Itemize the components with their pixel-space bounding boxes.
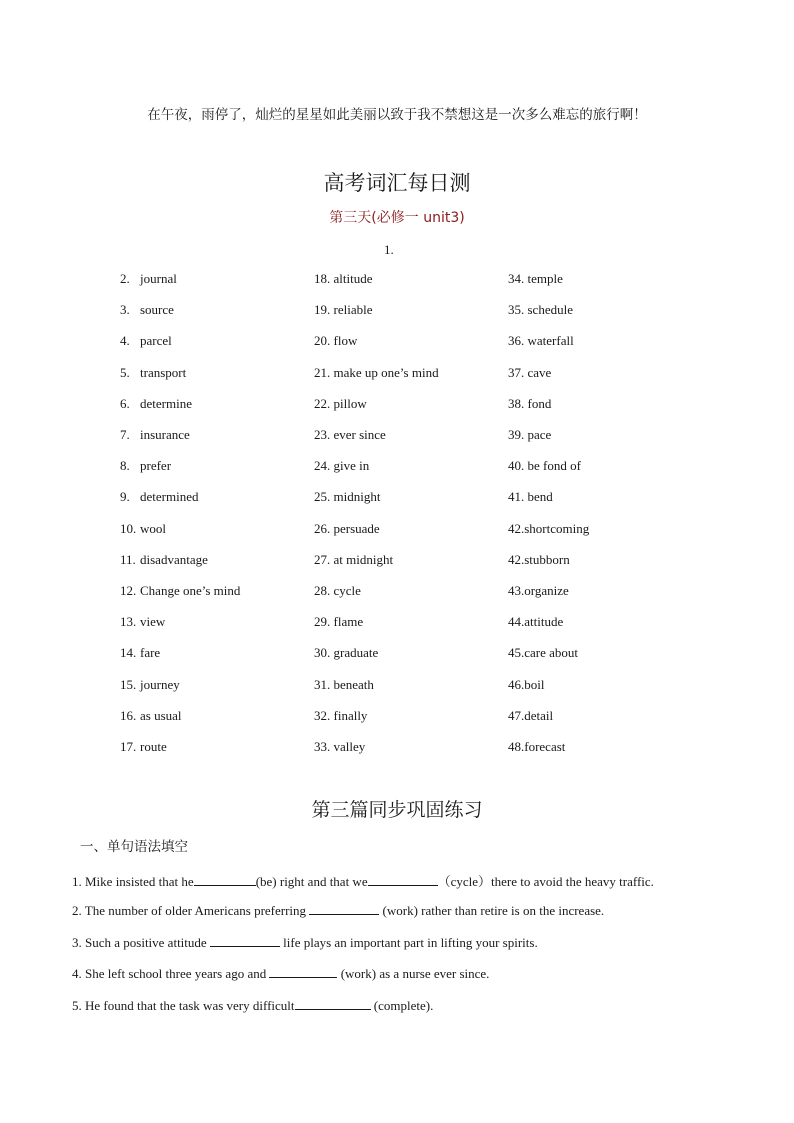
vocab-word: prefer (140, 458, 172, 474)
vocab-word: be fond of (527, 458, 581, 474)
vocab-item (314, 739, 365, 755)
vocab-word: flame (333, 614, 364, 630)
vocab-number: 16. (120, 707, 137, 723)
answer-blank[interactable] (368, 874, 438, 886)
vocab-number: 46. (508, 676, 525, 692)
vocab-item (120, 302, 174, 318)
vocab-number: 6. (120, 395, 130, 411)
vocab-number: 40. (508, 458, 525, 474)
intro-sentence: 在午夜，雨停了，灿烂的星星如此美丽以致于我不禁想这是一次多么难忘的旅行啊！ (147, 107, 647, 123)
vocab-number: 8. (120, 458, 130, 474)
question-text: 5. He found that the task was very difficult (72, 998, 295, 1013)
question-text: （cycle）there to avoid the heavy traffic. (437, 874, 654, 889)
vocab-item (120, 552, 208, 568)
vocab-word: source (140, 302, 174, 318)
vocab-word: at midnight (333, 551, 394, 567)
vocab-word: transport (140, 364, 187, 380)
vocab-word: temple (527, 271, 563, 286)
vocab-word: fare (140, 645, 161, 661)
vocab-number: 25. (314, 489, 331, 505)
vocab-word: cycle (333, 583, 361, 598)
question-text: (complete). (373, 998, 434, 1013)
vocab-word: determine (140, 395, 192, 411)
vocab-item (508, 333, 574, 349)
vocab-number: 28. (314, 583, 331, 598)
vocab-item (314, 333, 357, 349)
vocab-item (314, 614, 363, 630)
vocab-word: shortcoming (524, 520, 590, 536)
vocab-word: insurance (140, 427, 190, 442)
vocab-word: schedule (527, 302, 573, 318)
vocab-item (508, 489, 553, 505)
vocab-number: 31. (314, 676, 331, 692)
vocab-word: wool (140, 520, 166, 536)
vocab-item (314, 708, 367, 724)
vocab-item (314, 302, 372, 318)
vocab-item (120, 458, 171, 474)
vocab-word: detail (524, 707, 554, 723)
vocab-item (508, 614, 563, 630)
vocab-number: 19. (314, 302, 331, 318)
vocab-item (314, 552, 393, 568)
page-title: 高考词汇每日测 (323, 171, 471, 195)
vocab-number: 9. (120, 489, 130, 505)
vocab-number: 13. (120, 614, 137, 630)
vocab-word: attitude (524, 614, 564, 630)
vocab-number: 26. (314, 520, 331, 536)
vocab-item (508, 458, 581, 474)
answer-blank[interactable] (269, 966, 337, 978)
vocab-number: 39. (508, 427, 525, 442)
vocab-item (120, 489, 198, 505)
vocab-word: cave (527, 364, 552, 380)
vocab-item (314, 583, 361, 599)
vocab-number: 43. (508, 583, 525, 598)
vocab-item (508, 552, 570, 568)
vocab-item (314, 271, 373, 287)
vocab-word: determined (140, 489, 199, 505)
vocab-number: 24. (314, 458, 331, 474)
vocab-item (314, 645, 378, 661)
vocab-item (120, 645, 160, 661)
question-text: 2. The number of older Americans preferring (72, 903, 307, 918)
question-3 (72, 935, 538, 951)
vocab-number: 35. (508, 302, 525, 318)
vocab-number: 47. (508, 707, 525, 723)
vocab-number: 14. (120, 645, 137, 661)
vocab-item (314, 458, 369, 474)
vocab-word: journal (140, 271, 177, 286)
vocab-number: 12. (120, 583, 137, 598)
vocab-item (508, 365, 551, 381)
vocab-number: 34. (508, 271, 525, 286)
vocab-number: 45. (508, 645, 525, 661)
vocab-number: 30. (314, 645, 331, 661)
vocab-word: reliable (333, 302, 373, 318)
vocab-number: 42. (508, 551, 525, 567)
question-text: (work) rather than retire is on the increase. (382, 903, 605, 918)
vocab-item (314, 521, 380, 537)
vocab-item (508, 521, 589, 537)
vocab-item (120, 614, 165, 630)
answer-blank[interactable] (210, 935, 280, 947)
vocab-word: graduate (333, 645, 379, 661)
vocab-number: 38. (508, 395, 525, 411)
vocab-number: 10. (120, 520, 137, 536)
vocab-word: beneath (333, 676, 374, 692)
vocab-number: 15. (120, 676, 137, 692)
vocab-word: bend (527, 489, 553, 505)
vocab-item (508, 677, 544, 693)
vocab-number: 22. (314, 395, 331, 411)
vocab-number: 44. (508, 614, 525, 630)
vocab-word: altitude (333, 271, 373, 286)
vocab-item (508, 271, 563, 287)
vocab-item (508, 396, 551, 412)
vocab-word: view (140, 614, 166, 630)
vocab-item (120, 333, 172, 349)
vocab-number: 7. (120, 427, 130, 442)
question-text: (work) as a nurse ever since. (340, 966, 490, 981)
vocab-word: persuade (333, 520, 380, 536)
vocab-word: parcel (140, 333, 172, 349)
vocab-word: stubborn (524, 551, 570, 567)
vocab-item (120, 708, 182, 724)
vocab-word: finally (333, 707, 368, 723)
vocab-item (314, 396, 367, 412)
vocab-number: 29. (314, 614, 331, 630)
vocab-item (314, 427, 386, 443)
vocab-word: disadvantage (140, 551, 208, 567)
question-text: (be) right and that we (255, 874, 368, 889)
question-1 (72, 871, 654, 890)
vocab-item-1: 1. (384, 242, 394, 257)
vocab-number: 5. (120, 364, 130, 380)
vocab-word: care about (524, 645, 579, 661)
vocab-item (508, 739, 565, 755)
vocab-word: give in (333, 458, 370, 474)
answer-blank[interactable] (194, 874, 256, 886)
vocab-number: 2. (120, 271, 130, 286)
question-text: 4. She left school three years ago and (72, 966, 267, 981)
vocab-word: as usual (140, 707, 182, 723)
vocab-number: 3. (120, 302, 130, 318)
vocab-word: forecast (524, 739, 566, 754)
vocab-word: pillow (333, 395, 367, 411)
vocab-item (120, 739, 167, 755)
vocab-number: 37. (508, 364, 525, 380)
vocab-number: 20. (314, 333, 331, 349)
vocab-item (508, 708, 553, 724)
vocab-word: ever since (333, 427, 386, 442)
section-title: 第三篇同步巩固练习 (311, 799, 483, 821)
answer-blank[interactable] (309, 903, 379, 915)
question-text: 1. Mike insisted that he (72, 874, 194, 889)
section-heading: 一、单句语法填空 (80, 839, 188, 855)
vocab-number: 32. (314, 707, 331, 723)
vocab-number: 4. (120, 333, 130, 349)
question-4 (72, 966, 489, 982)
vocab-number: 17. (120, 739, 137, 754)
vocab-number: 41. (508, 489, 525, 505)
question-text: 3. Such a positive attitude (72, 935, 207, 950)
vocab-word: flow (333, 333, 358, 349)
vocab-item (508, 302, 573, 318)
vocab-number: 33. (314, 739, 331, 754)
vocab-word: pace (527, 427, 552, 442)
vocab-item (120, 521, 166, 537)
vocab-word: boil (524, 676, 545, 692)
vocab-word: organize (524, 583, 569, 598)
vocab-number: 23. (314, 427, 331, 442)
page-subtitle: 第三天(必修一 unit3) (329, 210, 465, 226)
vocab-word: route (140, 739, 167, 754)
vocab-item (508, 583, 569, 599)
vocab-item (120, 677, 180, 693)
vocab-word: waterfall (527, 333, 574, 349)
vocab-number: 36. (508, 333, 525, 349)
vocab-word: valley (333, 739, 366, 754)
vocab-item (120, 427, 190, 443)
answer-blank[interactable] (295, 998, 371, 1010)
vocab-number: 42. (508, 520, 525, 536)
vocab-item (508, 645, 578, 661)
vocab-word: Change one’s mind (140, 583, 241, 598)
vocab-item (314, 677, 374, 693)
question-5 (72, 998, 433, 1014)
vocab-number: 27. (314, 551, 331, 567)
vocab-item (120, 365, 186, 381)
vocab-word: journey (140, 676, 180, 692)
vocab-item (120, 396, 192, 412)
vocab-number: 48. (508, 739, 525, 754)
vocab-word: make up one’s mind (333, 364, 439, 380)
vocab-number: 18. (314, 271, 331, 286)
vocab-item (314, 365, 439, 381)
vocab-item (120, 583, 240, 599)
vocab-number: 21. (314, 364, 331, 380)
question-2 (72, 903, 604, 919)
vocab-item (508, 427, 551, 443)
vocab-word: fond (527, 395, 552, 411)
vocab-item (314, 489, 380, 505)
question-text: life plays an important part in lifting your spirits. (283, 935, 538, 950)
vocab-item (120, 271, 177, 287)
vocab-word: midnight (333, 489, 381, 505)
vocab-number: 11. (120, 551, 136, 567)
